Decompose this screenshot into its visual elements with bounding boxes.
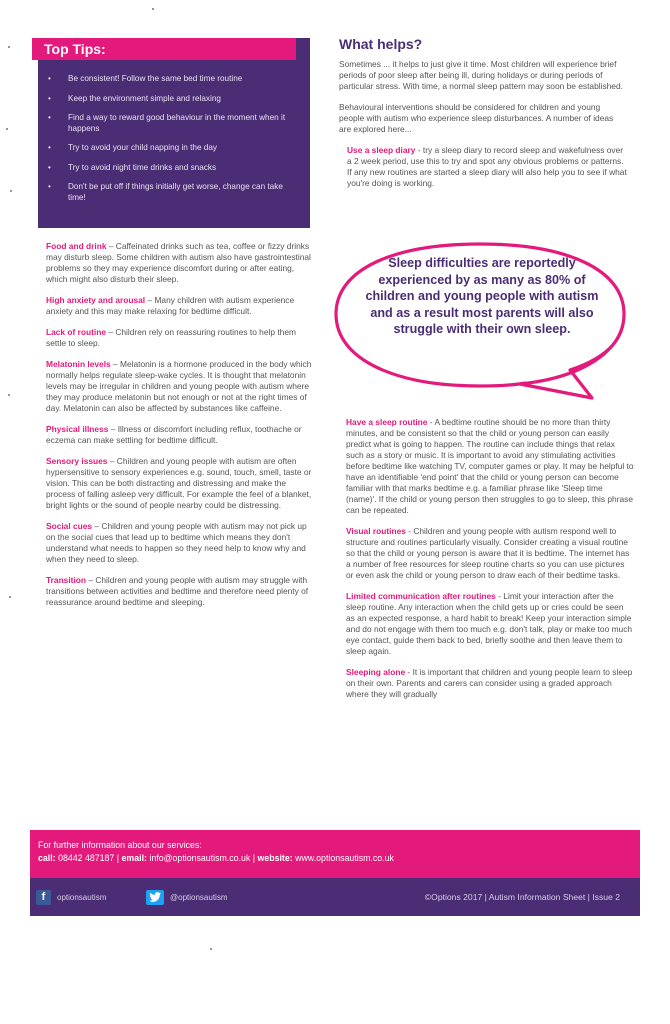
causes-column bbox=[46, 241, 314, 618]
footer-info-line: For further information about our services: bbox=[38, 840, 202, 850]
bullet-icon: • bbox=[48, 182, 51, 191]
scan-speck bbox=[152, 8, 154, 10]
call-label: call: bbox=[38, 853, 56, 863]
twitter-icon bbox=[146, 890, 164, 905]
top-tips-list bbox=[48, 74, 302, 212]
cause-paragraph: Social cues – Children and young people with autism may not pick up on the social cues that lead up to bedtime which means they don't understand what needs to happen so they need help to know why and when they need to sleep. bbox=[46, 521, 307, 564]
strategy-paragraph: Sleeping alone - It is important that children and young people learn to sleep on their own. Parents and carers can consider using a graded approach where they will gradually bbox=[346, 667, 633, 699]
scan-speck bbox=[10, 190, 12, 192]
intro-paragraph: Sometimes ... it helps to just give it time. Most children will experience brief periods of poor sleep after being ill, during holidays or during periods of particular stress. With time, a normal sleep pattern may soon be established. bbox=[339, 59, 623, 91]
intro-paragraph: Behavioural interventions should be considered for children and young people with autism who experience sleep disturbances. A number of ideas are explored here... bbox=[339, 102, 614, 134]
cause-paragraph: Food and drink – Caffeinated drinks such as tea, coffee or fizzy drinks may disturb sleep. Some children with autism also have gastrointestinal problems so they may experience discomfort during or after eating, which might also disturb their sleep. bbox=[46, 241, 311, 284]
bullet-icon: • bbox=[48, 74, 51, 83]
strategy-paragraph: Visual routines - Children and young people with autism respond well to structure and routines particularly visually. Consider creating a visual routine so that the child or young person is aware that it is bedtime. The internet has a number of free resources for sleep routine charts so you can use pictures or even ask the child or young person to draw each of their bedtime tasks. bbox=[346, 526, 630, 580]
scan-speck bbox=[9, 596, 11, 598]
tip-item: • Try to avoid night time drinks and snacks bbox=[48, 162, 217, 172]
bullet-icon: • bbox=[48, 113, 51, 122]
cause-paragraph: Physical illness – Illness or discomfort including reflux, toothache or eczema can make settling for bedtime difficult. bbox=[46, 424, 302, 445]
cause-paragraph: Sensory issues – Children and young people with autism are often hypersensitive to sensory experiences e.g. sound, touch, smell, taste or vision. This can be both distracting and distressing and make the process of falling asleep very difficult. For example the feel of a blanket, bright lights or the sound of people nearby could be distressing. bbox=[46, 456, 312, 510]
tip-item: • Try to avoid your child napping in the day bbox=[48, 143, 217, 152]
cause-paragraph: Melatonin levels – Melatonin is a hormone produced in the body which normally helps regulate sleep-wake cycles. It is thought that melatonin levels may be irregular in children and young people with autism where they may produce melatonin but not enough or not at the right times of day. Melatonin can also be affected by substances like caffeine. bbox=[46, 359, 312, 413]
cause-paragraph: Lack of routine – Children rely on reassuring routines to help them settle to sleep. bbox=[46, 327, 296, 348]
scan-speck bbox=[210, 948, 212, 950]
facebook-icon: f bbox=[36, 890, 51, 905]
what-helps-intro bbox=[339, 59, 627, 199]
top-tips-box bbox=[38, 38, 310, 228]
top-tips-title: Top Tips: bbox=[32, 38, 296, 60]
scan-speck bbox=[8, 46, 10, 48]
website-label: website: bbox=[257, 853, 293, 863]
tip-item: • Find a way to reward good behaviour in the moment when it happens bbox=[48, 113, 286, 133]
what-helps-title: What helps? bbox=[339, 36, 423, 52]
contact-footer bbox=[30, 830, 640, 878]
strategy-paragraph: Have a sleep routine - A bedtime routine should be no more than thirty minutes, and be consistent so that the child or young person can easily predict what is going to happen. The routine can include things that relax such as a story or music. It is important to avoid any stimulating activities before bedtime like watching TV, computer games or play. It may be helpful to have an identifiable 'end point' that the child or young person can become familiar with that marks bedtime e.g. a familiar phrase like 'Sleep time (name)'. If the child or young person then struggles to go to sleep, this phrase can be repeated. bbox=[346, 417, 634, 515]
website-link[interactable]: www.optionsautism.co.uk bbox=[295, 853, 394, 863]
quote-text: Sleep difficulties are reportedly experienced by as many as 80% of children and young people with autism and as a result most parents will also struggle with their own sleep. bbox=[365, 256, 599, 336]
email-label: email: bbox=[121, 853, 147, 863]
cause-paragraph: Transition – Children and young people with autism may struggle with transitions between activities and bedtime and therefore need plenty of reassurance around bedtime and sleeping. bbox=[46, 575, 309, 607]
tip-item: • Don't be put off if things initially get worse, change can take time! bbox=[48, 182, 283, 202]
cause-paragraph: High anxiety and arousal – Many children with autism experience anxiety and this may make relaxing for bedtime difficult. bbox=[46, 295, 295, 316]
copyright-text: ©Options 2017 | Autism Information Sheet | Issue 2 bbox=[424, 892, 620, 902]
strategy-paragraph: Limited communication after routines - Limit your interaction after the sleep routine. Any interaction when the child gets up or cries could be seen as an expected response, a hard habit to break! Keep your interaction simple and do not engage with them too much e.g. don't talk, play or make too much eye contact, guide them back to bed, briefly soothe and then leave them to sleep again. bbox=[346, 591, 633, 656]
facebook-link[interactable]: f optionsautism bbox=[36, 889, 106, 905]
phone-link[interactable]: 08442 487187 bbox=[58, 853, 115, 863]
footer-contact-line: call: 08442 487187 | email: info@optionsautism.co.uk | website: www.optionsautism.co.uk bbox=[38, 853, 394, 863]
twitter-link[interactable]: @optionsautism bbox=[146, 889, 227, 905]
scan-speck bbox=[6, 128, 8, 130]
tip-item: • Keep the environment simple and relaxing bbox=[48, 93, 221, 103]
bullet-icon: • bbox=[48, 93, 51, 103]
email-link[interactable]: info@optionsautism.co.uk bbox=[149, 853, 251, 863]
social-footer bbox=[30, 878, 640, 916]
strategies-column bbox=[346, 417, 634, 710]
bullet-icon: • bbox=[48, 162, 51, 172]
tip-item: • Be consistent! Follow the same bed time routine bbox=[48, 74, 243, 83]
sleep-diary-paragraph: Use a sleep diary - try a sleep diary to record sleep and wakefulness over a 2 week period, use this to try and spot any obvious problems or patterns. If any new routines are started a sleep diary will also help you to see if what you're doing is working. bbox=[347, 145, 627, 188]
scan-speck bbox=[8, 394, 10, 396]
bullet-icon: • bbox=[48, 143, 51, 152]
